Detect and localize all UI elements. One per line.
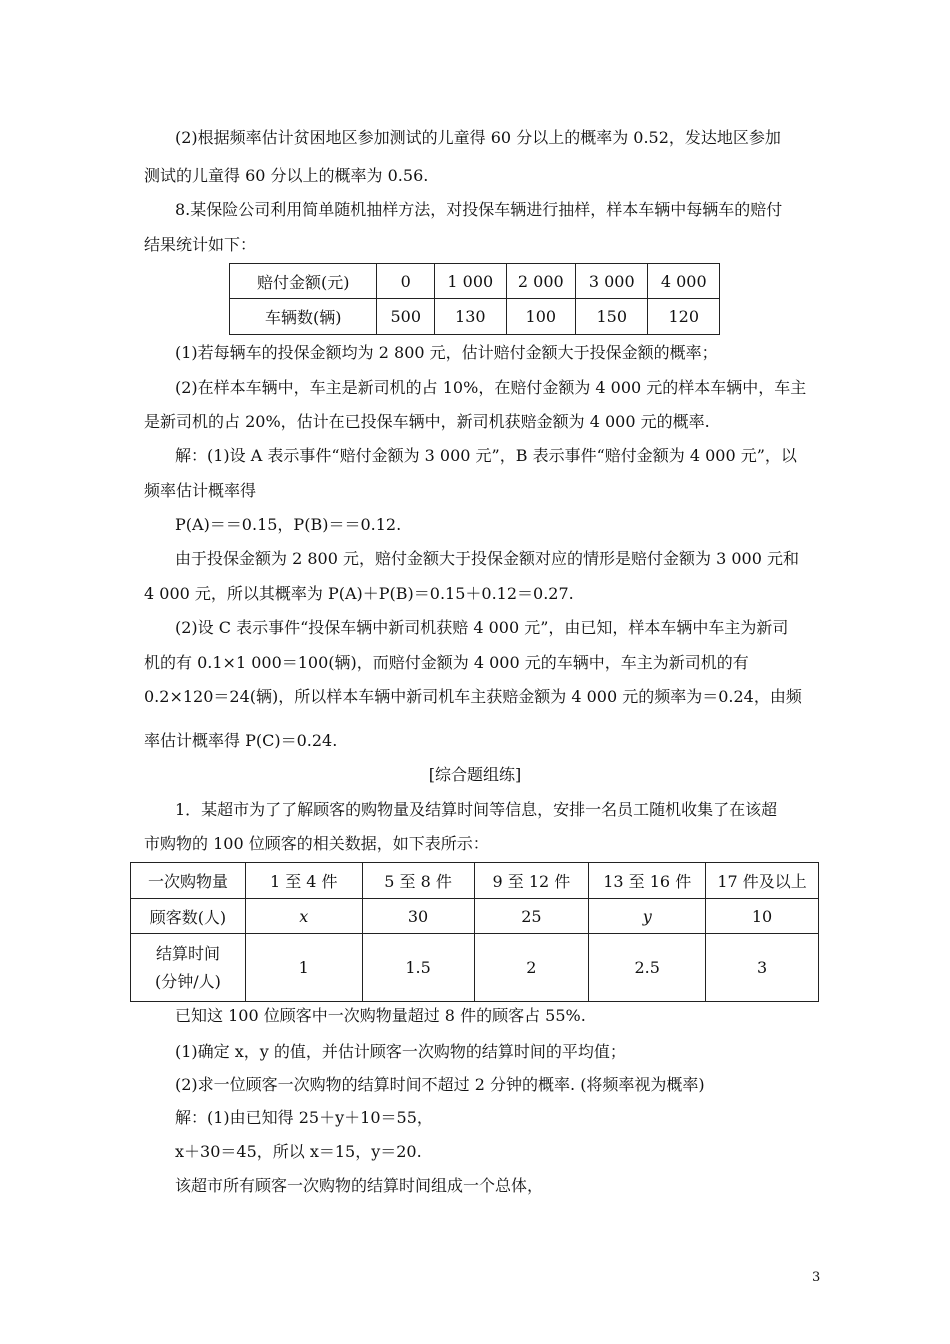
text-line-12: 4 000 元，所以其概率为 P(A)＋P(B)＝0.15＋0.12＝0.27. (144, 584, 574, 603)
shopping-table (130, 862, 819, 1002)
variable-x: x (299, 906, 309, 926)
table-cell: 2 (474, 934, 589, 1002)
table-cell: 500 (377, 299, 435, 335)
text-line-18: 市购物的 100 位顾客的相关数据，如下表所示： (144, 834, 489, 853)
table-cell: 2 000 (506, 264, 575, 299)
text-line-13: (2)设 C 表示事件“投保车辆中新司机获赔 4 000 元”，由已知，样本车辆中车主为新司 (175, 618, 789, 637)
table-cell: 结算时间 (分钟/人) (131, 934, 246, 1002)
variable-y: y (642, 906, 652, 926)
table-cell: 150 (576, 299, 648, 335)
text-line-21: (2)求一位顾客一次购物的结算时间不超过 2 分钟的概率. (将频率视为概率) (175, 1075, 705, 1094)
text-line-20: (1)确定 x，y 的值，并估计顾客一次购物的结算时间的平均值； (175, 1042, 626, 1061)
table-cell: 17 件及以上 (706, 863, 819, 899)
table-cell: 车辆数(辆) (230, 299, 377, 335)
text-line-6: (2)在样本车辆中，车主是新司机的占 10%，在赔付金额为 4 000 元的样本车辆中，车主 (175, 378, 807, 397)
text-line-1: (2)根据频率估计贫困地区参加测试的儿童得 60 分以上的概率为 0.52，发达地区参加 (175, 128, 781, 147)
table-cell: 25 (474, 899, 589, 934)
text-line-10: P(A)＝＝0.15，P(B)＝＝0.12. (175, 515, 402, 534)
section-heading: [综合题组练] (428, 765, 522, 784)
text-line-8: 解：(1)设 A 表示事件“赔付金额为 3 000 元”，B 表示事件“赔付金额为 4 000 元”，以 (175, 446, 797, 465)
table-cell: 10 (706, 899, 819, 934)
table-cell (589, 899, 706, 934)
text-line-24: 该超市所有顾客一次购物的结算时间组成一个总体， (175, 1176, 544, 1195)
text-line-15: 0.2×120＝24(辆)，所以样本车辆中新司机车主获赔金额为 4 000 元的频率为＝0.24，由频 (144, 687, 802, 706)
table-cell (245, 899, 362, 934)
table-cell: 120 (648, 299, 720, 335)
table-cell: 4 000 (648, 264, 720, 299)
table-cell: 1 至 4 件 (245, 863, 362, 899)
text-line-19: 已知这 100 位顾客中一次购物量超过 8 件的顾客占 55%. (175, 1006, 586, 1025)
table-cell: 1 (245, 934, 362, 1002)
text-line-5: (1)若每辆车的投保金额均为 2 800 元，估计赔付金额大于投保金额的概率； (175, 343, 718, 362)
claims-table (229, 263, 720, 335)
table-cell: 0 (377, 264, 435, 299)
table-cell: 一次购物量 (131, 863, 246, 899)
table-cell: 赔付金额(元) (230, 264, 377, 299)
text-line-16: 率估计概率得 P(C)＝0.24. (144, 731, 338, 750)
table-cell: 9 至 12 件 (474, 863, 589, 899)
text-line-9: 频率估计概率得 (144, 481, 257, 500)
table-cell: 1.5 (362, 934, 474, 1002)
table-cell: 3 (706, 934, 819, 1002)
text-line-14: 机的有 0.1×1 000＝100(辆)，而赔付金额为 4 000 元的车辆中，车主为新司机的有 (144, 653, 749, 672)
text-line-4: 结果统计如下： (144, 235, 257, 254)
table-cell: 30 (362, 899, 474, 934)
text-line-3: 8.某保险公司利用简单随机抽样方法，对投保车辆进行抽样，样本车辆中每辆车的赔付 (175, 200, 783, 219)
table-cell: 130 (435, 299, 506, 335)
text-line-23: x＋30＝45，所以 x＝15，y＝20. (175, 1142, 422, 1161)
text-line-2: 测试的儿童得 60 分以上的概率为 0.56. (144, 166, 429, 185)
text-line-22: 解：(1)由已知得 25＋y＋10＝55， (175, 1108, 433, 1127)
table-cell: 3 000 (576, 264, 648, 299)
text-line-7: 是新司机的占 20%，估计在已投保车辆中，新司机获赔金额为 4 000 元的概率. (144, 412, 710, 431)
page-number: 3 (812, 1270, 821, 1285)
text-line-11: 由于投保金额为 2 800 元，赔付金额大于投保金额对应的情形是赔付金额为 3 000 元和 (175, 549, 799, 568)
table-cell: 2.5 (589, 934, 706, 1002)
table-cell: 顾客数(人) (131, 899, 246, 934)
table-cell: 100 (506, 299, 575, 335)
table-cell: 5 至 8 件 (362, 863, 474, 899)
text-line-17: 1．某超市为了了解顾客的购物量及结算时间等信息，安排一名员工随机收集了在该超 (175, 800, 778, 819)
table-cell: 13 至 16 件 (589, 863, 706, 899)
table-cell: 1 000 (435, 264, 506, 299)
